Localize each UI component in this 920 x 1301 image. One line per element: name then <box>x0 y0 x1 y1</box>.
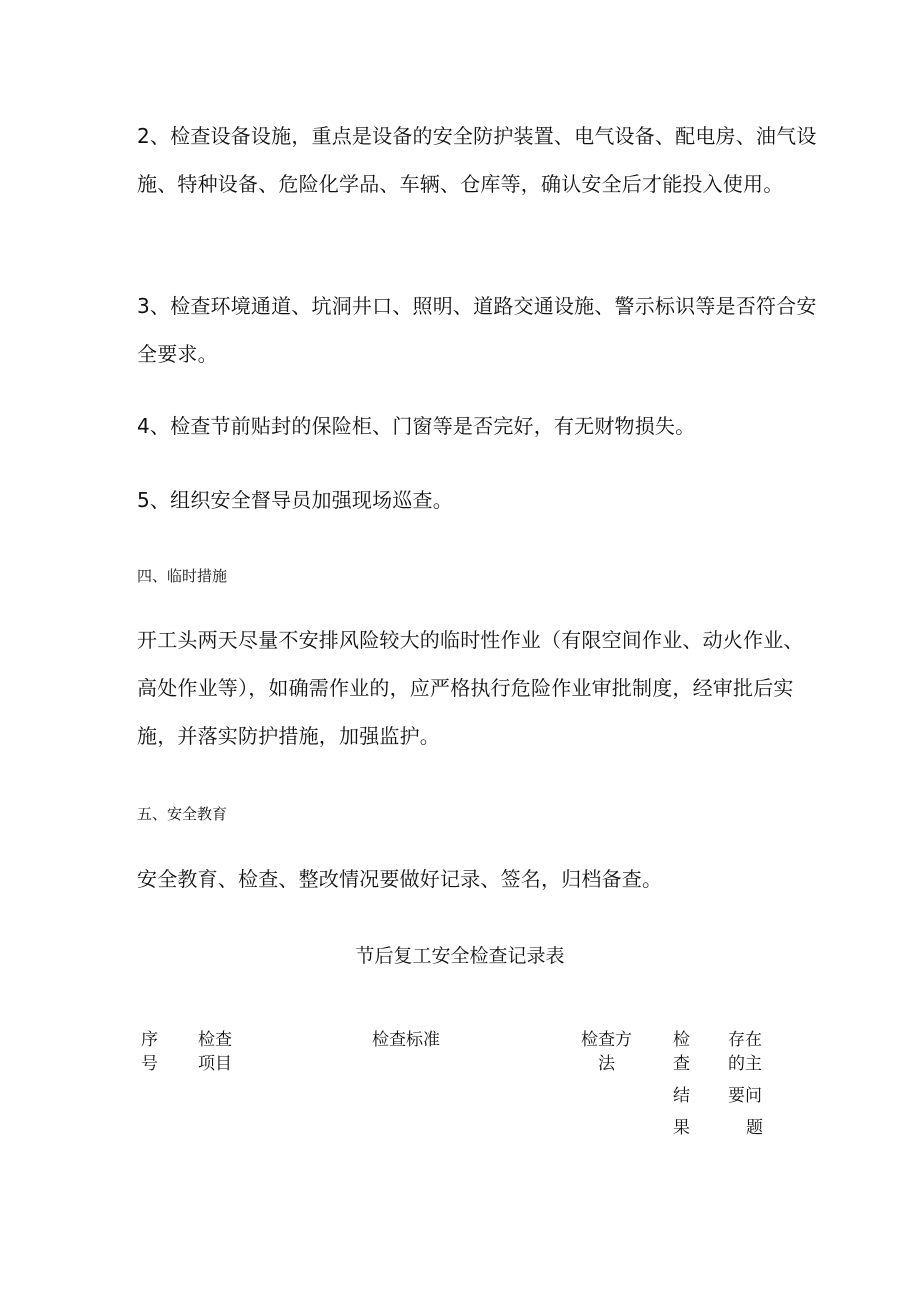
header-result-line4: 果 <box>673 1118 690 1138</box>
header-issue-line4: 题 <box>746 1118 763 1138</box>
header-item-line1: 检查 <box>198 1030 232 1050</box>
header-method-line2: 法 <box>598 1054 615 1074</box>
header-seq-line2: 号 <box>141 1054 158 1074</box>
header-result-line2: 查 <box>673 1054 690 1074</box>
paragraph-item-3: 3、检查环境通道、坑洞井口、照明、道路交通设施、警示标识等是否符合安全要求。 <box>137 294 817 366</box>
header-issue-line2: 的主 <box>728 1054 762 1074</box>
header-method-line1: 检查方 <box>581 1030 632 1050</box>
paragraph-temporary-measures: 开工头两天尽量不安排风险较大的临时性作业（有限空间作业、动火作业、高处作业等），如确需作业的，应严格执行危险作业审批制度，经审批后实施，并落实防护措施，加强监护。 <box>137 628 804 748</box>
section-heading-safety-education: 五、安全教育 <box>137 805 228 823</box>
paragraph-item-5: 5、组织安全督导员加强现场巡查。 <box>137 488 453 512</box>
paragraph-safety-education: 安全教育、检查、整改情况要做好记录、签名，归档备查。 <box>137 867 663 891</box>
header-issue-line1: 存在 <box>728 1030 762 1050</box>
header-result-line1: 检 <box>673 1030 690 1050</box>
table-title: 节后复工安全检查记录表 <box>355 945 565 967</box>
paragraph-item-4: 4、检查节前贴封的保险柜、门窗等是否完好，有无财物损失。 <box>137 414 696 438</box>
header-result-line3: 结 <box>673 1086 690 1106</box>
section-heading-temporary-measures: 四、临时措施 <box>137 567 228 585</box>
header-issue-line3: 要问 <box>728 1086 762 1106</box>
paragraph-item-2: 2、检查设备设施，重点是设备的安全防护装置、电气设备、配电房、油气设施、特种设备、危险化学品、车辆、仓库等，确认安全后才能投入使用。 <box>137 124 817 196</box>
header-item-line2: 项目 <box>198 1054 232 1074</box>
header-standard: 检查标准 <box>372 1030 440 1050</box>
header-seq-line1: 序 <box>141 1030 158 1050</box>
